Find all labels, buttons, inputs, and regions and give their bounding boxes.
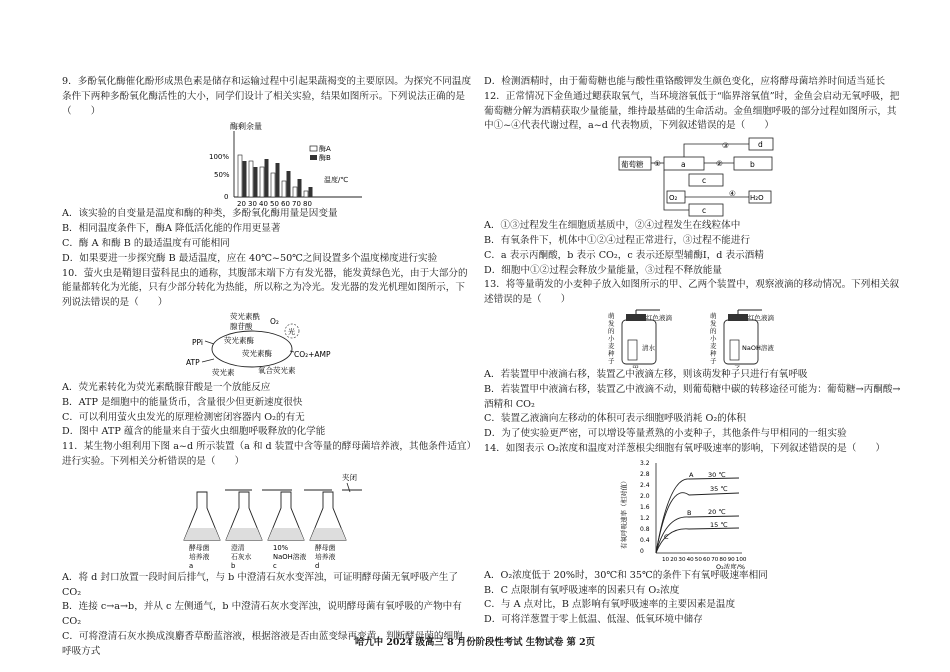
q14-label-30: 30 ℃ bbox=[708, 470, 726, 479]
q13-option-c: C．装置乙液滴向左移动的体积可表示细胞呼吸消耗 O₂的体积 bbox=[484, 413, 746, 425]
q10-option-b: B．ATP 是细胞中的能量货币，含量很少但更新速度很快 bbox=[62, 396, 303, 408]
q9-ylabel: 酶剩余量 bbox=[230, 122, 262, 132]
q9-bar-a bbox=[304, 191, 308, 197]
q11-flask-label: 酵母菌 bbox=[315, 543, 336, 552]
q10-luciferin: 荧光素 bbox=[212, 367, 235, 377]
q14-xtick: 60 bbox=[703, 556, 711, 563]
q13-apparatus-yi bbox=[710, 310, 775, 368]
q13-stem: 13．将等量萌发的小麦种子放入如图所示的甲、乙两个装置中，观察液滴的移动情况。下列相关叙述错误的是（ ） bbox=[484, 279, 900, 306]
q14-label-15: 15 ℃ bbox=[710, 520, 728, 529]
q11-flask-label: 培养液 bbox=[315, 552, 336, 561]
q9-xtick: 50 bbox=[270, 200, 279, 208]
q11-flask-label: 澄清 bbox=[231, 543, 245, 552]
q14-ytick: 2.4 bbox=[640, 481, 650, 489]
q11-flask-liquid bbox=[268, 528, 304, 540]
q10-stem: 10．萤火虫是鞘翅目萤科昆虫的通称，其腹部末端下方有发光器，能发黄绿色光，由于大部分的能量都转化为光能，只有少部分转化为热能，所以称之为冷光。发光器的发光机理如图所示，下列说法错误的是（ ） bbox=[62, 267, 468, 309]
q9-xtick: 30 bbox=[248, 200, 257, 208]
q13-side-char: 种 bbox=[710, 349, 717, 358]
q14-ytick: 2.8 bbox=[640, 470, 650, 478]
right-column bbox=[484, 75, 902, 628]
q14-option-c: C．与 A 点对比，B 点影响有氧呼吸速率的主要因素是温度 bbox=[484, 599, 736, 611]
q9-xtick: 60 bbox=[281, 200, 290, 208]
q12-metabolic-pathway-diagram bbox=[484, 134, 902, 219]
q12-c-2: c bbox=[702, 206, 707, 216]
q9-bar-a bbox=[249, 161, 253, 197]
q11-flask-liquid bbox=[226, 528, 262, 540]
q10-atp: ATP bbox=[186, 357, 200, 367]
q12-step-3: ③ bbox=[722, 141, 729, 151]
q10-oxyluciferin: 氧合荧光素 bbox=[258, 365, 296, 375]
q10-top-label: 荧光素酰 bbox=[230, 311, 260, 321]
q11-flask-label: c bbox=[273, 561, 277, 570]
q9-option-a: A．该实验的自变量是温度和酶的种类，多酚氧化酶用量是因变量 bbox=[62, 208, 338, 220]
q11-flask-label: 石灰水 bbox=[231, 552, 252, 561]
q9-bar-chart bbox=[62, 119, 472, 207]
q12-option-d: D．细胞中①②过程会释放少量能量，③过程不释放能量 bbox=[484, 264, 722, 276]
q11-clip-label: 夹闭 bbox=[342, 472, 357, 482]
q12-h2o: H₂O bbox=[750, 194, 764, 203]
q12-option-c: C．a 表示丙酮酸，b 表示 CO₂，c 表示还原型辅酶Ⅰ，d 表示酒精 bbox=[484, 249, 764, 261]
q9-bar-b bbox=[254, 167, 258, 197]
q9-bar-a bbox=[282, 181, 286, 197]
q13-yi-liquid: NaOH溶液 bbox=[742, 343, 774, 352]
q9-bar-b bbox=[309, 187, 313, 197]
q14-xtick: 20 bbox=[670, 556, 678, 563]
q14-ytick: 0 bbox=[640, 547, 644, 555]
q9-stem: 9．多酚氧化酶催化酚形成黑色素是储存和运输过程中引起果蔬褐变的主要原因。为探究不同温度条件下两种多酚氧化酶活性的大小，同学们设计了相关实验，结果如图所示。下列说法正确的是（ ） bbox=[62, 76, 472, 117]
q9-ytick-0: 0 bbox=[224, 193, 229, 202]
q14-xtick: 30 bbox=[678, 556, 686, 563]
q9-bar-b bbox=[287, 171, 291, 197]
q11-option-b: B．连接 c→a→b，并从 c 左侧通气，b 中澄清石灰水变浑浊，说明酵母菌有氧呼吸的产物中有 CO₂ bbox=[62, 601, 462, 628]
q9-option-c: C．酶 A 和酶 B 的最适温度有可能相同 bbox=[62, 237, 230, 249]
q14-figure bbox=[484, 457, 902, 569]
q14-option-b: B．C 点限制有氧呼吸速率的因素只有 O₂浓度 bbox=[484, 584, 680, 596]
q9-bar-a bbox=[293, 187, 297, 197]
q14-ytick: 1.6 bbox=[640, 503, 650, 511]
q11-flask-label: NaOH溶液 bbox=[273, 552, 307, 561]
q13-side-char: 发 bbox=[608, 319, 615, 328]
q14-point-b: B bbox=[687, 508, 692, 517]
q12-option-b: B．有氧条件下，机体中①②④过程正常进行，③过程不能进行 bbox=[484, 234, 751, 246]
q14-label-20: 20 ℃ bbox=[708, 507, 726, 516]
q13-side-char: 萌 bbox=[608, 311, 615, 320]
q11-flask-label: 培养液 bbox=[189, 552, 210, 561]
q11-flask-label: a bbox=[189, 561, 194, 570]
q12-option-a: A．①③过程发生在细胞质基质中，②④过程发生在线粒体中 bbox=[484, 220, 741, 232]
q9-xtick: 70 bbox=[292, 200, 301, 208]
q13-option-a: A．若装置甲中液滴右移，装置乙中液滴左移，则该萌发种子只进行有氧呼吸 bbox=[484, 368, 808, 380]
q13-side-char: 小 bbox=[710, 334, 717, 343]
q9-xtick: 80 bbox=[303, 200, 312, 208]
q12-c: c bbox=[702, 176, 707, 186]
q13-jia-drop: 红色液滴 bbox=[646, 313, 672, 322]
q11-flask-label: d bbox=[315, 561, 320, 570]
q10-luciferin-cycle-diagram bbox=[62, 311, 472, 381]
q10-ppi: PPi bbox=[192, 337, 203, 347]
q14-ytick: 0.4 bbox=[640, 536, 650, 544]
q14-xtick: 80 bbox=[719, 556, 727, 563]
q9-bar-a bbox=[238, 155, 242, 197]
q14-ytick: 1.2 bbox=[640, 514, 650, 522]
q9-option-d: D．如果要进一步探究酶 B 最适温度，应在 40℃~50℃之间设置多个温度梯度进行实验 bbox=[62, 252, 438, 264]
q12-step-2: ② bbox=[716, 159, 723, 169]
q9-xtick: 40 bbox=[259, 200, 268, 208]
q14-ytick: 3.2 bbox=[640, 459, 650, 467]
q13-side-char: 子 bbox=[608, 356, 615, 365]
q11-flask-label: 酵母菌 bbox=[189, 543, 210, 552]
q14-xtick: 90 bbox=[727, 556, 735, 563]
q14-xtick: 100 bbox=[735, 556, 747, 563]
q14-label-35: 35 ℃ bbox=[710, 484, 728, 493]
q9-xlabel: 温度/℃ bbox=[324, 176, 349, 185]
q9-legend-a: 酶A bbox=[319, 145, 331, 154]
q12-o2: O₂ bbox=[669, 194, 678, 203]
q11-flask-label: 10% bbox=[273, 543, 289, 552]
q12-step-1: ① bbox=[654, 159, 661, 169]
q9-legend-b-swatch bbox=[310, 155, 317, 160]
q10-top-label-2: 腺苷酸 bbox=[230, 321, 253, 331]
q13-option-d: D．为了使实验更严密，可以增设等量煮熟的小麦种子，其他条件与甲相同的一组实验 bbox=[484, 428, 847, 440]
q9-xtick: 20 bbox=[237, 200, 246, 208]
q13-apparatus bbox=[484, 308, 902, 368]
q11-option-c: C．可将澄清石灰水换成溴麝香草酚蓝溶液，根据溶液是否由蓝变绿再变黄，判断酵母菌的细胞呼吸方式 bbox=[62, 630, 463, 657]
q9-legend-a-swatch bbox=[310, 146, 317, 151]
q14-point-c: C bbox=[664, 532, 669, 541]
q14-xtick: 50 bbox=[694, 556, 702, 563]
q10-option-a: A．荧光素转化为荧光素酰腺苷酸是一个放能反应 bbox=[62, 381, 271, 393]
q10-light: 光 bbox=[288, 327, 295, 336]
q14-respiration-chart bbox=[484, 457, 902, 569]
q10-enzyme-right: 荧光素酶 bbox=[242, 348, 272, 358]
q12-d: d bbox=[758, 140, 763, 150]
q12-stem: 12．正常情况下金鱼通过鳃获取氧气，当环境溶氧低于“临界溶氧值”时，金鱼会启动无氧呼吸，把葡萄糖分解为酒精获取少量能量，维持最基础的生命活动。金鱼细胞呼吸的部分过程如图所示，其中①~④代表代谢过程，a~d 代表物质，下列叙述错误的是（ ） bbox=[484, 90, 900, 132]
q10-option-c: C．可以利用萤火虫发光的原理检测密闭容器内 O₂的有无 bbox=[62, 411, 305, 423]
q13-jia-liquid: 清水 bbox=[642, 343, 655, 352]
q12-step-4: ④ bbox=[729, 189, 736, 199]
q14-option-d: D．可将洋葱置于零上低温、低湿、低氧环境中储存 bbox=[484, 614, 703, 626]
q13-figure bbox=[484, 308, 902, 368]
q11-figure bbox=[62, 470, 472, 571]
q9-ytick-50: 50% bbox=[214, 171, 230, 180]
q13-yi-drop: 红色液滴 bbox=[748, 313, 774, 322]
q10-enzyme-left: 荧光素酶 bbox=[224, 335, 254, 345]
q14-xtick: 10 bbox=[662, 556, 670, 563]
left-column bbox=[62, 75, 472, 660]
q14-ytick: 0.8 bbox=[640, 525, 650, 533]
q14-xlabel: O₂浓度/% bbox=[716, 562, 746, 569]
q13-side-char: 麦 bbox=[710, 341, 717, 350]
q13-side-char: 的 bbox=[710, 326, 717, 335]
q11-flask-label: b bbox=[231, 561, 236, 570]
q9-bar-a bbox=[260, 167, 264, 197]
q14-point-a: A bbox=[689, 470, 694, 479]
q13-side-char: 的 bbox=[608, 326, 615, 335]
q13-jia-name bbox=[632, 365, 639, 368]
q9-ytick-100: 100% bbox=[209, 153, 230, 162]
q11-flask-apparatus bbox=[62, 470, 472, 571]
page-footer: 哈九中 2024 级高三 8 月份阶段性考试 生物试卷 第 2页 bbox=[354, 637, 596, 648]
q10-figure bbox=[62, 311, 472, 381]
q13-side-char: 麦 bbox=[608, 341, 615, 350]
q13-side-char: 子 bbox=[710, 356, 717, 365]
q10-o2: O₂ bbox=[270, 316, 279, 326]
q10-option-d: D．图中 ATP 蕴含的能量来自于萤火虫细胞呼吸释放的化学能 bbox=[62, 426, 326, 438]
q13-side-char: 发 bbox=[710, 319, 717, 328]
q9-bar-b bbox=[243, 161, 247, 197]
q11-stem: 11．某生物小组利用下图 a~d 所示装置（a 和 d 装置中含等量的酵母菌培养液，其他条件适宜）进行实验。下列相关分析错误的是（ ） bbox=[62, 441, 472, 467]
q12-glucose: 葡萄糖 bbox=[621, 160, 644, 170]
q13-apparatus-jia bbox=[608, 310, 673, 368]
q14-xtick: 40 bbox=[686, 556, 694, 563]
q14-xtick: 70 bbox=[711, 556, 719, 563]
q14-ylabel: 有氧呼吸速率（相对值） bbox=[620, 477, 628, 549]
q13-side-char: 小 bbox=[608, 334, 615, 343]
q12-b: b bbox=[750, 160, 755, 170]
q11-option-a: A．将 d 封口放置一段时间后排气，与 b 中澄清石灰水变浑浊，可证明酵母菌无氧呼吸产生了 CO₂ bbox=[62, 571, 458, 598]
q13-side-char: 萌 bbox=[710, 311, 717, 320]
q13-side-char: 种 bbox=[608, 349, 615, 358]
q14-option-a: A．O₂浓度低于 20%时，30℃和 35℃的条件下有氧呼吸速率相同 bbox=[484, 569, 768, 581]
q9-bar-b bbox=[298, 179, 302, 197]
q11-flask-liquid bbox=[184, 528, 220, 540]
q9-bar-b bbox=[265, 159, 269, 197]
q13-yi-name bbox=[734, 365, 741, 368]
q13-option-b: B．若装置甲中液滴右移，装置乙中液滴不动，则葡萄糖中碳的转移途径可能为：葡萄糖→丙酮酸→酒精和 CO₂ bbox=[484, 383, 901, 410]
q9-bar-a bbox=[271, 173, 275, 197]
q11-option-d: D．检测酒精时，由于葡萄糖也能与酸性重铬酸钾发生颜色变化，应将酵母菌培养时间适当延长 bbox=[484, 76, 886, 87]
q14-ytick: 2.0 bbox=[640, 492, 650, 500]
q9-figure bbox=[62, 119, 472, 207]
q14-stem: 14．如图表示 O₂浓度和温度对洋葱根尖细胞有氧呼吸速率的影响，下列叙述错误的是（ ） bbox=[484, 442, 886, 454]
q9-legend-b: 酶B bbox=[319, 154, 331, 163]
q12-figure bbox=[484, 134, 902, 219]
q9-option-b: B．相同温度条件下，酶A 降低活化能的作用更显著 bbox=[62, 223, 281, 235]
q9-bar-b bbox=[276, 163, 280, 197]
q10-products: CO₂+AMP bbox=[294, 349, 331, 359]
q12-a: a bbox=[681, 160, 686, 170]
q11-flask-liquid bbox=[310, 528, 346, 540]
